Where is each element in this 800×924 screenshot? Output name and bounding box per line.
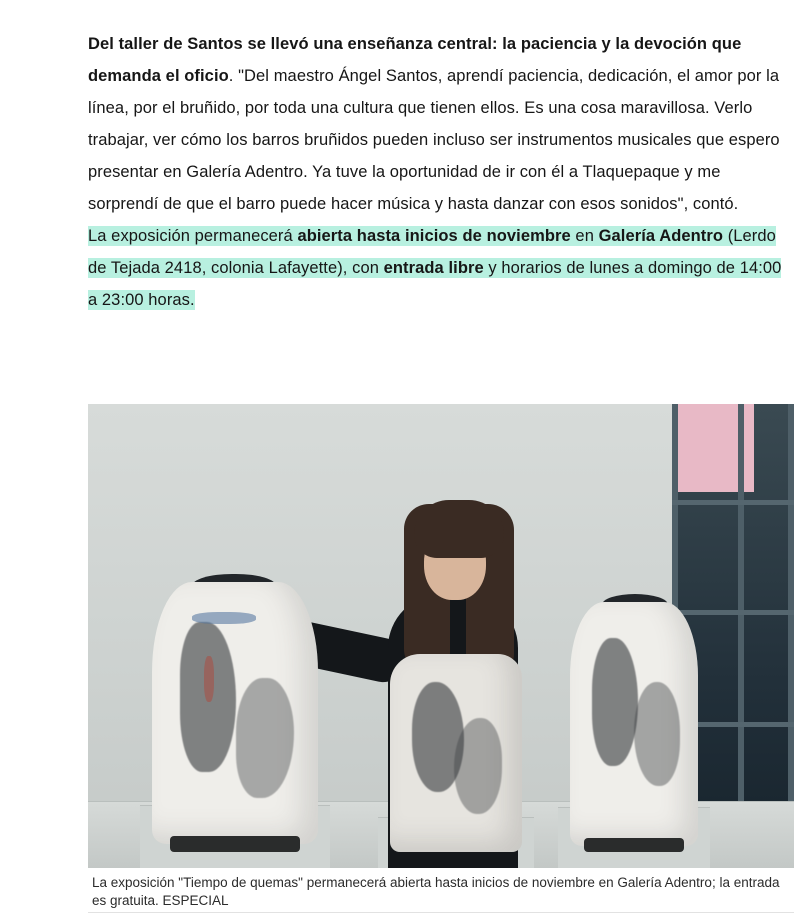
photo-center-sculpture [390,654,522,852]
paragraph-lead-bold: Del taller de Santos se llevó una enseñanza central: la paciencia y la devoción que demanda el oficio [88,35,742,85]
photo-shelf-rail-2 [672,610,794,615]
photo-vase-right-base [584,838,684,852]
photo-sculpture-ink-2 [454,718,502,814]
photo-vase-left-base [170,836,300,852]
article-body [88,0,794,316]
section-divider [88,912,794,913]
exhibit-seg-4-bold: Galería Adentro [598,227,724,245]
exhibition-photo [88,404,794,868]
highlighted-text [88,226,781,310]
photo-vase-left-ink-2 [236,678,294,798]
exhibit-seg-2-bold: abierta hasta inicios de noviembre [297,227,571,245]
paragraph-santos-lesson [88,0,794,220]
photo-vase-right-ink-2 [634,682,680,786]
photo-vase-left-red [204,656,214,702]
figure-caption: La exposición "Tiempo de quemas" permanecerá abierta hasta inicios de noviembre en Galería Adentro; la entrada es gratuita. ESPECIAL [92,875,780,908]
photo-vase-left [152,582,318,844]
article-figure [88,404,794,910]
exhibit-seg-1: La exposición permanecerá [88,227,298,245]
exhibit-seg-7: y horarios de lunes a domingo de 14:00 a 23:00 horas. [88,259,782,309]
paragraph-exhibition-info [88,220,794,316]
exhibit-seg-3: en [570,227,599,245]
photo-person-hair-top [414,500,504,558]
photo-vase-right-ink-1 [592,638,638,766]
photo-shelf-upright-2 [738,404,744,868]
photo-vase-left-blue [192,612,256,624]
exhibit-seg-6-bold: entrada libre [383,259,484,277]
photo-vase-right [570,602,698,846]
photo-shelf-upright-3 [788,404,794,868]
photo-shelf-rail-1 [672,500,794,505]
exhibit-seg-5: (Lerdo de Tejada 2418, colonia Lafayette), con [88,227,776,277]
paragraph-body-text: . "Del maestro Ángel Santos, aprendí paciencia, dedicación, el amor por la línea, por el bruñido, por toda una cultura que tienen ellos. Es una cosa maravillosa. Verlo trabajar, ver cómo los barros bruñidos pueden incluso ser instrumentos musicales que espero presentar en Galería Adentro. Ya tuve la oportunidad de ir con él a Tlaquepaque y me sorprendí de que el barro puede hacer música y hasta danzar con esos sonidos", contó. [88,67,780,213]
